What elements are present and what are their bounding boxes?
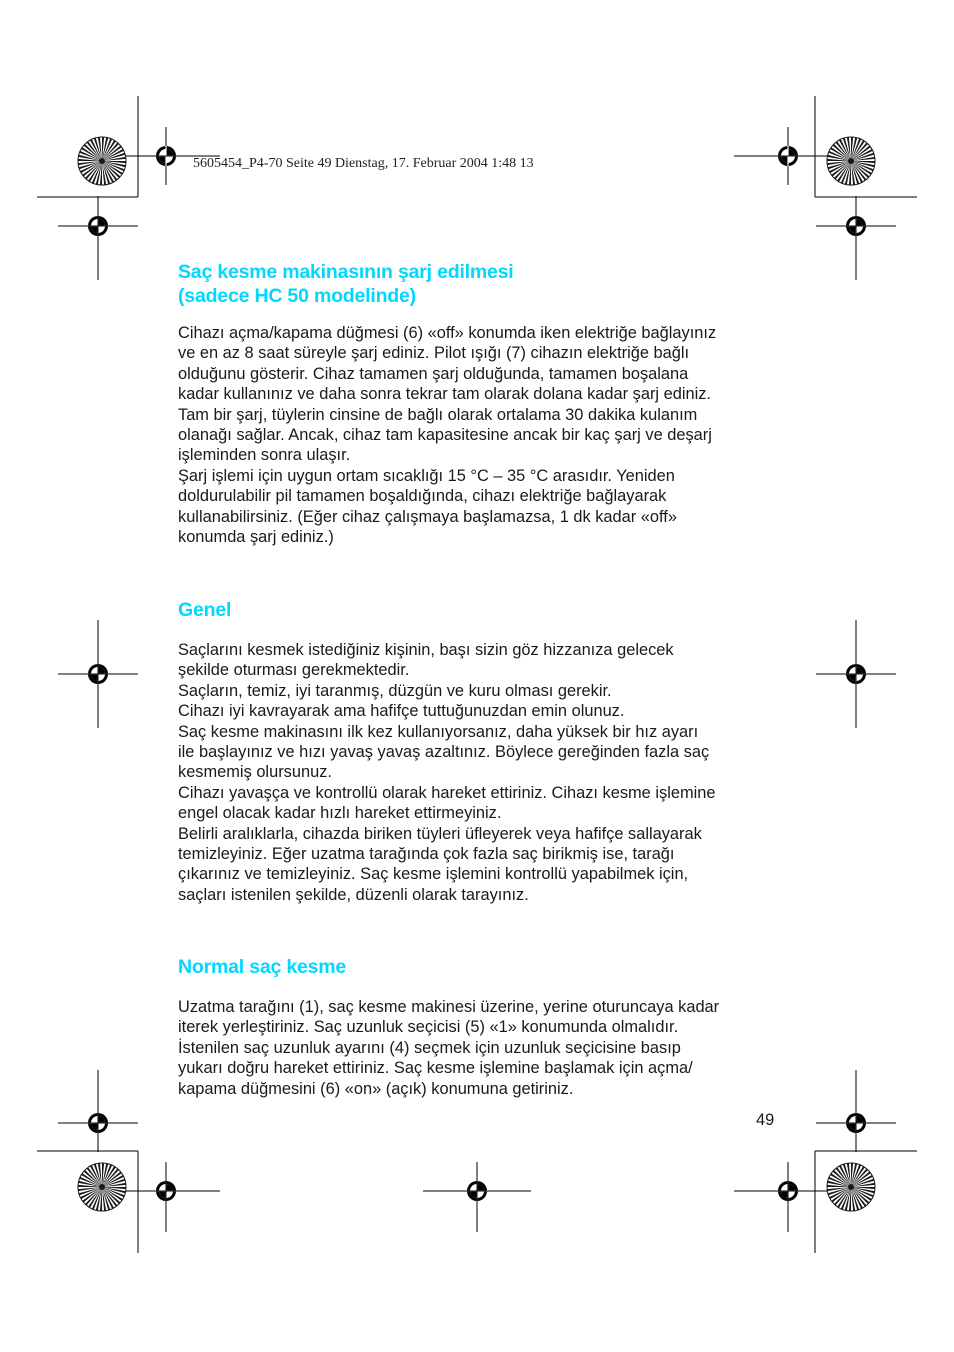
- section-body-general: [178, 640, 778, 905]
- section-title-normal-cut: [178, 955, 346, 979]
- body-line: ve en az 8 saat süreyle şarj ediniz. Pilot ışığı (7) cihazın elektriğe bağlı: [178, 344, 690, 363]
- starburst-mark: [78, 137, 126, 185]
- section-title-charging: [178, 260, 514, 308]
- body-line: Cihazı açma/kapama düğmesi (6) «off» konumda iken elektriğe bağlayınız: [178, 324, 717, 342]
- body-line: Saçların, temiz, iyi taranmış, düzgün ve kuru olması gerekir.: [178, 681, 612, 700]
- body-line: kesmemiş olursunuz.: [178, 763, 332, 782]
- body-line: yukarı doğru hareket ettiriniz. Saç kesme işlemine başlamak için açma/: [178, 1059, 693, 1078]
- page-number: 49: [756, 1111, 775, 1129]
- body-line: kullanabilirsiniz. (Eğer cihaz çalışmaya başlamazsa, 1 dk kadar «off»: [178, 507, 677, 526]
- body-line: konumda şarj ediniz.): [178, 528, 334, 547]
- body-line: Tam bir şarj, tüylerin cinsine de bağlı olarak ortalama 30 dakika kulanım: [178, 405, 698, 424]
- section-title-general: [178, 598, 231, 622]
- body-line: olanağı sağlar. Ancak, cihaz tam kapasitesine ancak bir kaç şarj ve deşarj: [178, 426, 712, 445]
- body-line: Cihazı iyi kavrayarak ama hafifçe tuttuğunuzdan emin olunuz.: [178, 702, 625, 721]
- title-line: Normal saç kesme: [178, 956, 347, 978]
- body-line: Belirli aralıklarla, cihazda biriken tüyleri üfleyerek veya hafifçe sallayarak: [178, 824, 702, 843]
- body-line: olduğunu gösterir. Cihaz tamamen şarj olduğunda, tamamen boşalana: [178, 364, 689, 383]
- print-slug-line: 5605454_P4-70 Seite 49 Dienstag, 17. Februar 2004 1:48 13: [193, 156, 534, 171]
- body-line: Saçlarını kesmek istediğiniz kişinin, başı sizin göz hizzanıza gelecek: [178, 641, 674, 659]
- starburst-mark: [827, 137, 875, 185]
- title-line: Saç kesme makinasının şarj edilmesi: [178, 261, 514, 283]
- title-line: Genel: [178, 599, 232, 621]
- title-line: (sadece HC 50 modelinde): [178, 285, 416, 307]
- body-line: Şarj işlemi için uygun ortam sıcaklığı 15 °C – 35 °C arasıdır. Yeniden: [178, 466, 675, 485]
- body-line: Uzatma tarağını (1), saç kesme makinesi üzerine, yerine oturuncaya kadar: [178, 998, 720, 1016]
- body-line: engel olacak kadar hızlı hareket ettirmeyiniz.: [178, 804, 502, 823]
- section-body-normal-cut: [178, 997, 778, 1099]
- body-line: İstenilen saç uzunluk ayarını (4) seçmek için uzunluk seçicisine basıp: [178, 1038, 681, 1057]
- body-line: Cihazı yavaşça ve kontrollü olarak hareket ettiriniz. Cihazı kesme işlemine: [178, 783, 716, 802]
- body-line: işleminden sonra ulaşır.: [178, 446, 351, 465]
- body-line: saçları istenilen şekilde, düzenli olarak tarayınız.: [178, 885, 529, 904]
- starburst-mark: [78, 1163, 126, 1211]
- body-line: kapama düğmesini (6) «on» (açık) konumuna getiriniz.: [178, 1079, 574, 1098]
- starburst-mark: [827, 1163, 875, 1211]
- body-line: Saç kesme makinasını ilk kez kullanıyorsanız, daha yüksek bir hız ayarı: [178, 722, 699, 741]
- body-line: kadar kullanınız ve daha sonra tekrar tam olarak dolana kadar şarj ediniz.: [178, 385, 711, 404]
- body-line: temizleyiniz. Eğer uzatma tarağında çok fazla saç birikmiş ise, tarağı: [178, 845, 675, 864]
- body-line: ile başlayınız ve hızı yavaş yavaş azaltınız. Böylece gereğinden fazla saç: [178, 743, 710, 762]
- body-line: doldurulabilir pil tamamen boşaldığında, cihazı elektriğe bağlayarak: [178, 487, 667, 506]
- body-line: çıkarınız ve temizleyiniz. Saç kesme işlemini kontrollü yapabilmek için,: [178, 865, 689, 884]
- body-line: iterek yerleştiriniz. Saç uzunluk seçicisi (5) «1» konumunda olmalıdır.: [178, 1018, 679, 1037]
- body-line: şekilde oturması gerekmektedir.: [178, 661, 410, 680]
- section-body-charging: [178, 323, 778, 547]
